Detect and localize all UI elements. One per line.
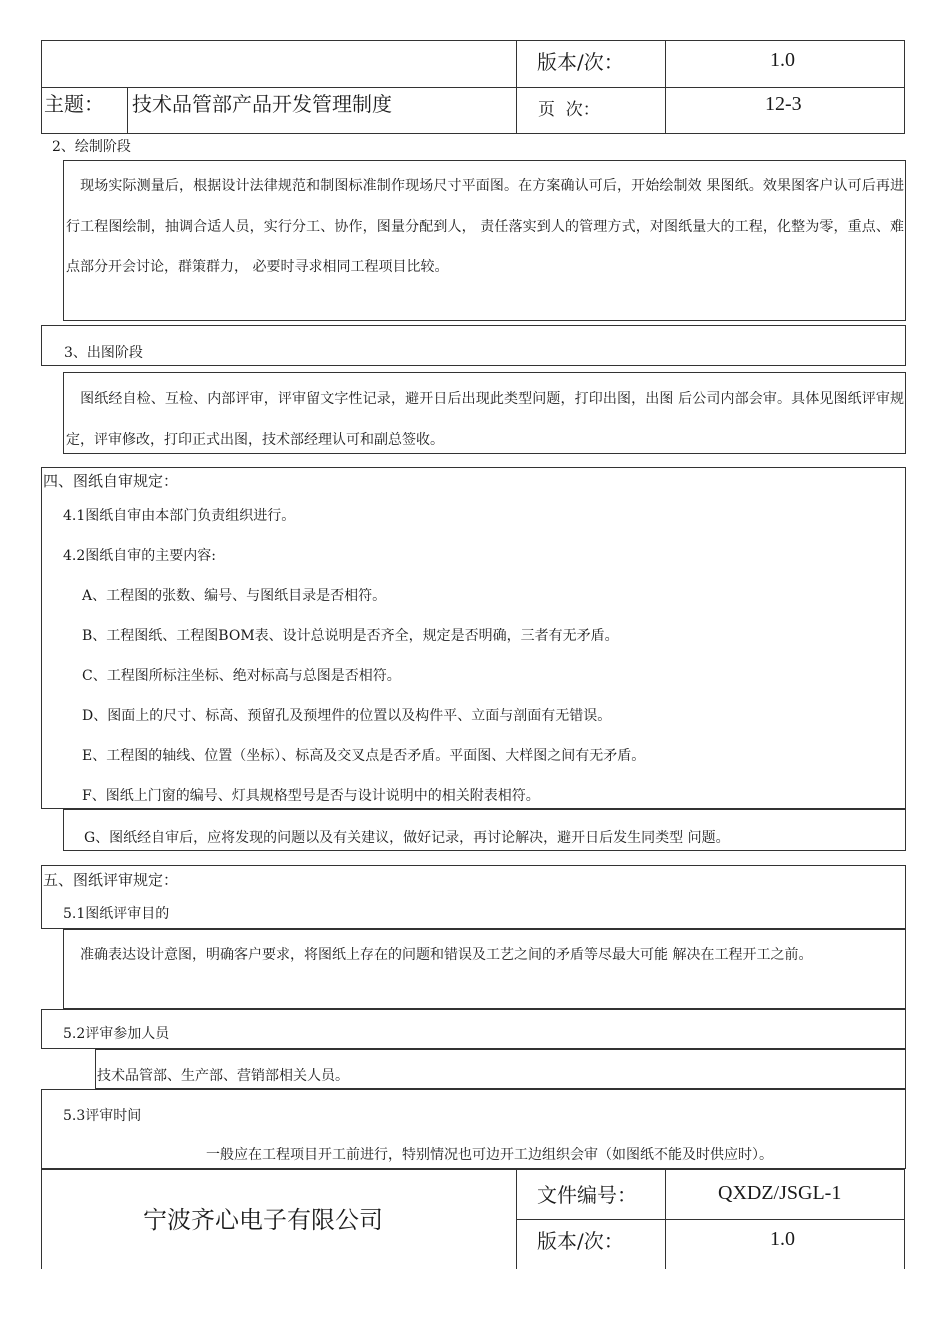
self-review-item-c: C、工程图所标注坐标、绝对标高与总图是否相符。 <box>82 668 401 684</box>
header-page-label: 页 次： <box>538 100 600 120</box>
review-time-heading: 5.3评审时间 <box>63 1108 142 1124</box>
self-review-item-b: B、工程图纸、工程图BOM表、设计总说明是否齐全，规定是否明确，三者有无矛盾。 <box>82 628 619 644</box>
review-purpose-body: 准确表达设计意图，明确客户要求，将图纸上存在的问题和错误及工艺之间的矛盾等尽最大可能 解决在工程开工之前。 <box>66 947 813 963</box>
self-review-heading: 四、图纸自审规定： <box>43 472 179 490</box>
output-stage-heading: 3、出图阶段 <box>64 345 143 361</box>
self-review-item-d: D、图面上的尺寸、标高、预留孔及预埋件的位置以及构件平、立面与剖面有无错误。 <box>82 708 612 724</box>
review-participants-heading: 5.2评审参加人员 <box>63 1026 170 1042</box>
review-heading: 五、图纸评审规定： <box>43 871 179 889</box>
self-review-item-a: A、工程图的张数、编号、与图纸目录是否相符。 <box>82 588 387 604</box>
self-review-item-e: E、工程图的轴线、位置（坐标）、标高及交叉点是否矛盾。平面图、大样图之间有无矛盾。 <box>82 748 646 764</box>
header-page-value: 12-3 <box>765 93 802 115</box>
footer-version-label: 版本/次： <box>537 1229 624 1253</box>
header-subject-label: 主题： <box>44 92 104 116</box>
header-subject-title: 技术品管部产品开发管理制度 <box>132 92 392 116</box>
review-participants-heading-box <box>41 1009 906 1049</box>
footer-doc-no-value: QXDZ/JSGL-1 <box>718 1182 842 1204</box>
drawing-stage-heading: 2、绘制阶段 <box>52 139 131 155</box>
footer-doc-no-label: 文件编号： <box>537 1183 637 1207</box>
company-name: 宁波齐心电子有限公司 <box>143 1206 383 1234</box>
output-stage-heading-box <box>41 325 906 366</box>
drawing-stage-body: 现场实际测量后，根据设计法律规范和制图标准制作现场尺寸平面图。在方案确认可后，开始绘制效 果图纸。效果图客户认可后再进行工程图绘制，抽调合适人员，实行分工、协作，图量分配到人， 责任落实到人的管理方式，对图纸量大的工程，化整为零，重点、难点部分开会讨论，群策群力， 必要时寻求相同工程项目比较。 <box>66 178 904 275</box>
review-purpose-heading: 5.1图纸评审目的 <box>63 906 170 922</box>
header-version-value: 1.0 <box>770 49 795 71</box>
review-time-body: 一般应在工程项目开工前进行，特别情况也可边开工边组织会审（如图纸不能及时供应时）。 <box>206 1147 773 1163</box>
output-stage-body: 图纸经自检、互检、内部评审，评审留文字性记录，避开日后出现此类型问题，打印出图，出图 后公司内部会审。具体见图纸评审规定，评审修改，打印正式出图，技术部经理认可和副总签收。 <box>66 391 904 448</box>
self-review-item-g: G、图纸经自审后，应将发现的问题以及有关建议，做好记录，再讨论解决，避开日后发生同类型 问题。 <box>84 830 730 846</box>
header-version-label: 版本/次： <box>537 50 624 74</box>
self-review-item-4-2: 4.2图纸自审的主要内容: <box>63 548 216 564</box>
self-review-item-4-1: 4.1图纸自审由本部门负责组织进行。 <box>63 508 296 524</box>
review-participants-body: 技术品管部、生产部、营销部相关人员。 <box>97 1068 349 1084</box>
self-review-item-f: F、图纸上门窗的编号、灯具规格型号是否与设计说明中的相关附表相符。 <box>82 788 540 804</box>
footer-version-value: 1.0 <box>770 1228 795 1250</box>
